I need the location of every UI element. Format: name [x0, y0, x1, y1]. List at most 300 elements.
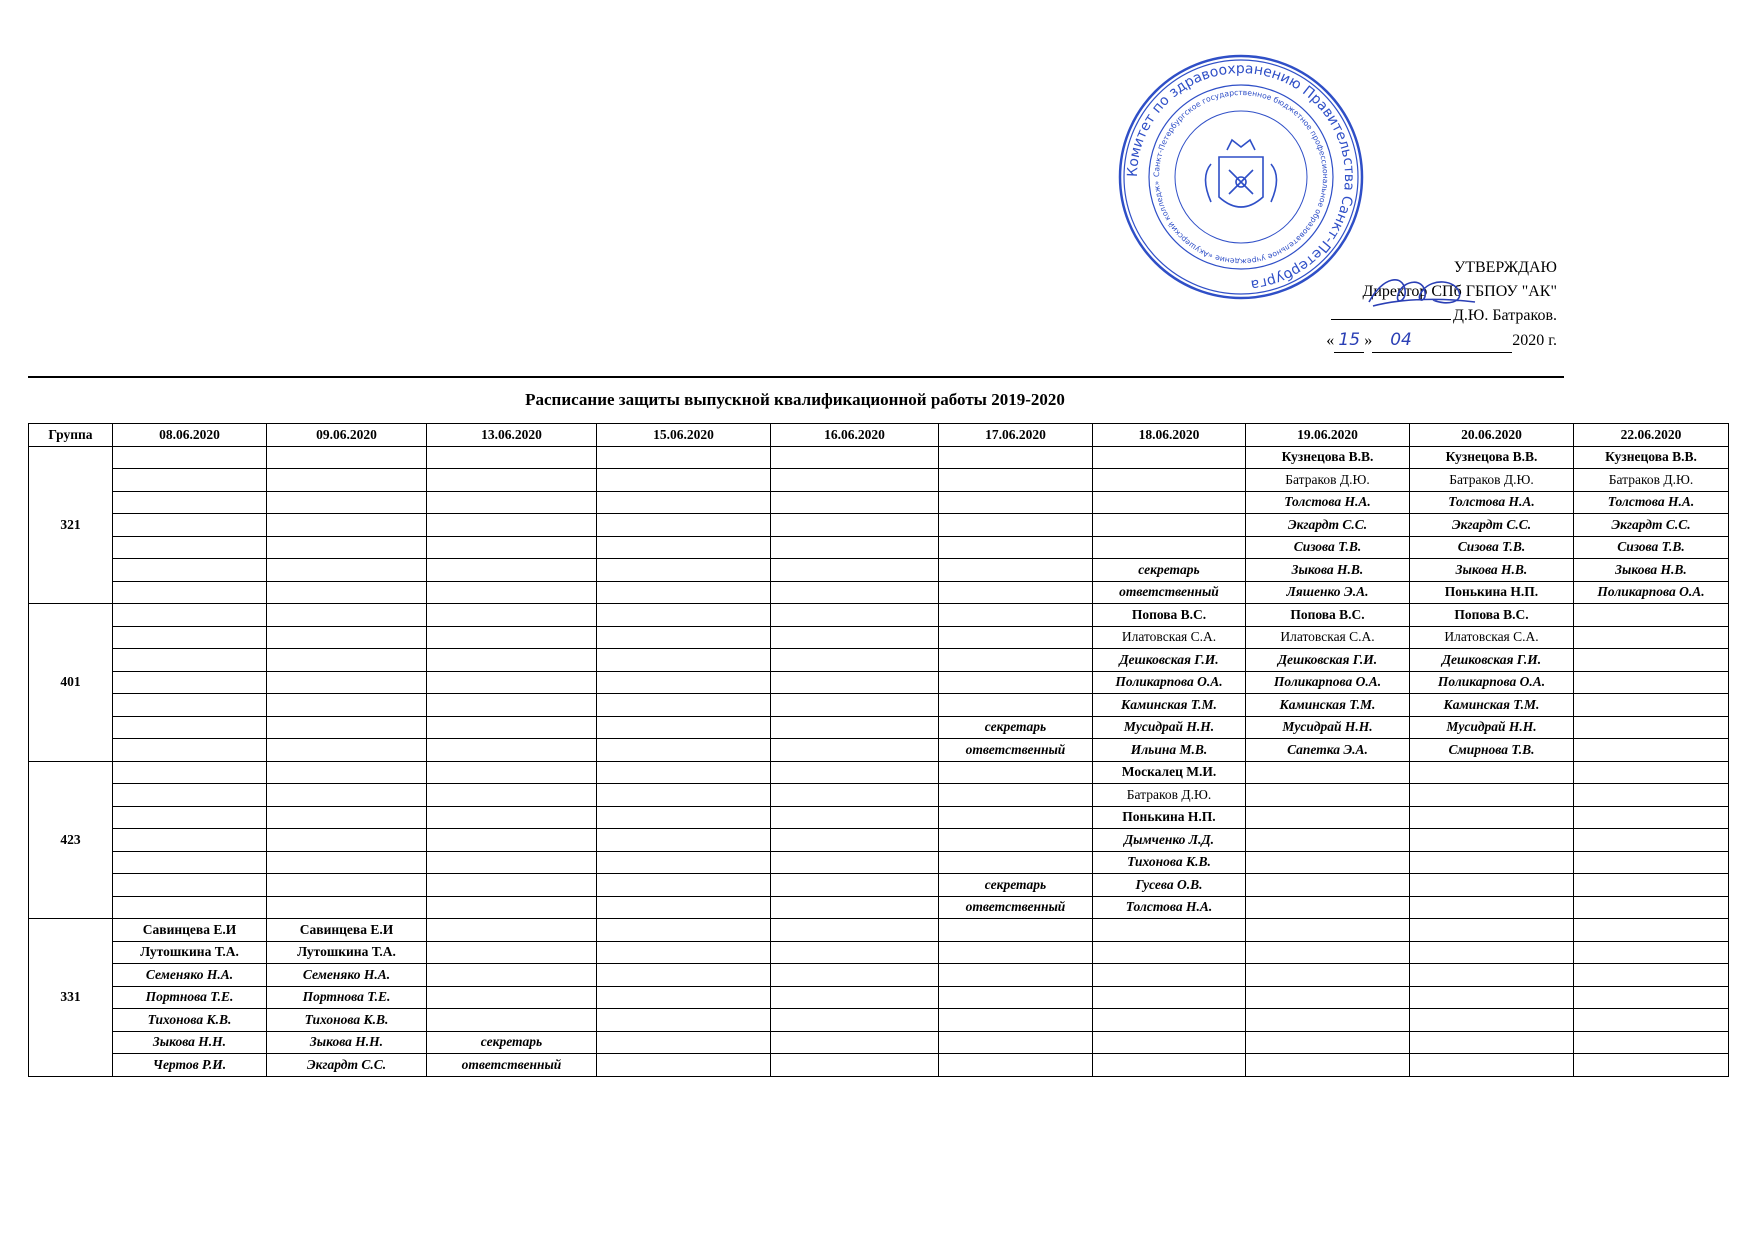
table-row	[29, 1009, 1729, 1032]
schedule-cell	[771, 1054, 939, 1077]
schedule-cell	[771, 716, 939, 739]
schedule-cell	[597, 626, 771, 649]
schedule-cell	[771, 806, 939, 829]
schedule-cell	[939, 1031, 1093, 1054]
schedule-cell	[771, 941, 939, 964]
schedule-cell	[939, 581, 1093, 604]
schedule-cell	[113, 806, 267, 829]
schedule-cell: Батраков Д.Ю.	[1574, 469, 1729, 492]
schedule-cell	[939, 761, 1093, 784]
schedule-cell	[427, 694, 597, 717]
schedule-cell	[771, 1031, 939, 1054]
schedule-cell	[267, 559, 427, 582]
schedule-cell	[267, 806, 427, 829]
schedule-cell	[267, 739, 427, 762]
table-row	[29, 626, 1729, 649]
schedule-cell	[939, 829, 1093, 852]
schedule-cell	[1574, 829, 1729, 852]
schedule-cell: Толстова Н.А.	[1093, 896, 1246, 919]
schedule-cell	[1093, 491, 1246, 514]
schedule-cell	[427, 1009, 597, 1032]
schedule-cell: Дешковская Г.И.	[1246, 649, 1410, 672]
table-row	[29, 761, 1729, 784]
schedule-cell	[597, 671, 771, 694]
schedule-cell	[939, 604, 1093, 627]
table-row	[29, 604, 1729, 627]
stamp-inner-text: Санкт-Петербургское государственное бюджетное профессиональное образовательное учреждение «Акушерский колледж»	[1151, 87, 1331, 267]
schedule-cell	[113, 559, 267, 582]
date-day: 15	[1334, 328, 1364, 353]
schedule-cell	[771, 896, 939, 919]
schedule-cell: Толстова Н.А.	[1410, 491, 1574, 514]
schedule-cell	[939, 671, 1093, 694]
table-row	[29, 964, 1729, 987]
schedule-cell: Дымченко Л.Д.	[1093, 829, 1246, 852]
schedule-cell	[113, 829, 267, 852]
schedule-cell	[1410, 874, 1574, 897]
schedule-cell	[1574, 761, 1729, 784]
schedule-cell	[1246, 1031, 1410, 1054]
schedule-cell: Сапетка Э.А.	[1246, 739, 1410, 762]
schedule-cell	[597, 716, 771, 739]
schedule-cell	[597, 604, 771, 627]
schedule-cell	[1093, 469, 1246, 492]
schedule-cell	[771, 536, 939, 559]
schedule-cell	[597, 896, 771, 919]
schedule-cell	[771, 761, 939, 784]
schedule-cell	[939, 851, 1093, 874]
schedule-cell	[267, 604, 427, 627]
schedule-cell: Илатовская С.А.	[1093, 626, 1246, 649]
schedule-cell	[597, 829, 771, 852]
schedule-cell: Понькина Н.П.	[1410, 581, 1574, 604]
schedule-cell	[267, 626, 427, 649]
table-row	[29, 851, 1729, 874]
schedule-cell: Каминская Т.М.	[1410, 694, 1574, 717]
table-row	[29, 1054, 1729, 1077]
schedule-cell	[113, 671, 267, 694]
schedule-cell	[939, 469, 1093, 492]
schedule-cell	[1246, 784, 1410, 807]
schedule-cell	[597, 559, 771, 582]
schedule-cell	[939, 986, 1093, 1009]
schedule-cell	[427, 986, 597, 1009]
schedule-cell	[113, 739, 267, 762]
schedule-cell: Батраков Д.Ю.	[1093, 784, 1246, 807]
schedule-cell: Зыкова Н.В.	[1410, 559, 1574, 582]
schedule-cell	[113, 649, 267, 672]
schedule-cell: секретарь	[939, 716, 1093, 739]
schedule-table	[28, 423, 1729, 1077]
schedule-cell	[427, 469, 597, 492]
schedule-cell: Сизова Т.В.	[1246, 536, 1410, 559]
schedule-cell	[1246, 896, 1410, 919]
schedule-cell	[939, 919, 1093, 942]
schedule-cell	[113, 514, 267, 537]
schedule-cell: Лутошкина Т.А.	[113, 941, 267, 964]
schedule-cell: Кузнецова В.В.	[1574, 446, 1729, 469]
schedule-cell	[771, 739, 939, 762]
table-row	[29, 671, 1729, 694]
schedule-cell	[113, 581, 267, 604]
schedule-cell	[597, 986, 771, 1009]
schedule-cell	[939, 1009, 1093, 1032]
schedule-cell	[597, 784, 771, 807]
schedule-cell: Экгардт С.С.	[1574, 514, 1729, 537]
approval-date	[1326, 328, 1557, 353]
table-row	[29, 446, 1729, 469]
column-header-date: 19.06.2020	[1246, 424, 1410, 447]
schedule-cell	[1574, 896, 1729, 919]
schedule-cell: Савинцева Е.И	[267, 919, 427, 942]
schedule-cell	[771, 649, 939, 672]
schedule-cell	[597, 806, 771, 829]
schedule-cell: ответственный	[1093, 581, 1246, 604]
schedule-cell	[1574, 874, 1729, 897]
schedule-cell	[939, 784, 1093, 807]
schedule-cell	[427, 941, 597, 964]
schedule-cell: Тихонова К.В.	[1093, 851, 1246, 874]
schedule-cell	[1246, 1009, 1410, 1032]
schedule-cell	[113, 784, 267, 807]
table-row	[29, 874, 1729, 897]
table-row	[29, 536, 1729, 559]
schedule-cell: Тихонова К.В.	[113, 1009, 267, 1032]
schedule-cell	[597, 491, 771, 514]
schedule-cell	[427, 874, 597, 897]
table-row	[29, 491, 1729, 514]
table-row	[29, 559, 1729, 582]
schedule-cell	[1246, 806, 1410, 829]
schedule-cell	[597, 1054, 771, 1077]
schedule-cell: Тихонова К.В.	[267, 1009, 427, 1032]
schedule-cell: Батраков Д.Ю.	[1410, 469, 1574, 492]
schedule-cell	[1574, 919, 1729, 942]
schedule-cell	[427, 671, 597, 694]
schedule-cell	[1093, 1031, 1246, 1054]
schedule-cell	[113, 536, 267, 559]
schedule-cell: Портнова Т.Е.	[267, 986, 427, 1009]
schedule-cell	[771, 1009, 939, 1032]
table-header-row	[29, 424, 1729, 447]
schedule-cell: секретарь	[427, 1031, 597, 1054]
schedule-cell: Экгардт С.С.	[267, 1054, 427, 1077]
table-row	[29, 896, 1729, 919]
schedule-cell	[1574, 784, 1729, 807]
schedule-cell	[427, 649, 597, 672]
schedule-cell: Ляшенко Э.А.	[1246, 581, 1410, 604]
schedule-cell	[1574, 604, 1729, 627]
schedule-cell	[771, 964, 939, 987]
schedule-cell	[771, 874, 939, 897]
schedule-cell	[597, 649, 771, 672]
table-row	[29, 581, 1729, 604]
schedule-cell	[939, 1054, 1093, 1077]
schedule-cell	[1410, 761, 1574, 784]
table-row	[29, 829, 1729, 852]
schedule-cell	[1410, 1031, 1574, 1054]
schedule-cell	[1093, 919, 1246, 942]
schedule-cell	[597, 874, 771, 897]
schedule-cell: Кузнецова В.В.	[1246, 446, 1410, 469]
table-row	[29, 739, 1729, 762]
schedule-cell	[1574, 806, 1729, 829]
schedule-cell	[771, 469, 939, 492]
schedule-cell	[1246, 986, 1410, 1009]
schedule-cell	[113, 469, 267, 492]
schedule-cell: Зыкова Н.Н.	[267, 1031, 427, 1054]
schedule-cell	[1093, 446, 1246, 469]
schedule-cell	[597, 536, 771, 559]
schedule-cell: Мусидрай Н.Н.	[1410, 716, 1574, 739]
schedule-cell	[427, 604, 597, 627]
schedule-cell	[427, 536, 597, 559]
schedule-cell	[1574, 986, 1729, 1009]
schedule-cell	[771, 829, 939, 852]
schedule-cell: Смирнова Т.В.	[1410, 739, 1574, 762]
coat-of-arms-icon	[1206, 140, 1277, 207]
schedule-cell	[113, 874, 267, 897]
schedule-cell	[267, 716, 427, 739]
table-row	[29, 806, 1729, 829]
schedule-cell	[267, 491, 427, 514]
schedule-cell	[1574, 964, 1729, 987]
schedule-cell	[113, 446, 267, 469]
schedule-cell	[427, 626, 597, 649]
schedule-cell	[1410, 784, 1574, 807]
schedule-cell	[113, 626, 267, 649]
schedule-cell	[771, 919, 939, 942]
schedule-cell	[1410, 851, 1574, 874]
schedule-cell: секретарь	[1093, 559, 1246, 582]
date-month: 04	[1372, 328, 1512, 353]
schedule-cell	[427, 851, 597, 874]
schedule-cell: Поликарпова О.А.	[1410, 671, 1574, 694]
schedule-cell	[1410, 919, 1574, 942]
schedule-cell	[427, 784, 597, 807]
group-cell: 423	[29, 761, 113, 919]
schedule-cell: Ильина М.В.	[1093, 739, 1246, 762]
schedule-cell: Илатовская С.А.	[1410, 626, 1574, 649]
schedule-cell	[1574, 1031, 1729, 1054]
schedule-cell	[267, 784, 427, 807]
schedule-cell	[427, 806, 597, 829]
schedule-cell: Экгардт С.С.	[1246, 514, 1410, 537]
schedule-cell	[1093, 941, 1246, 964]
schedule-cell	[427, 964, 597, 987]
schedule-cell	[1574, 626, 1729, 649]
column-header-date: 15.06.2020	[597, 424, 771, 447]
schedule-cell	[267, 761, 427, 784]
schedule-cell	[1246, 941, 1410, 964]
column-header-date: 18.06.2020	[1093, 424, 1246, 447]
schedule-cell: Понькина Н.П.	[1093, 806, 1246, 829]
schedule-cell: Поликарпова О.А.	[1246, 671, 1410, 694]
schedule-cell	[597, 1031, 771, 1054]
table-row	[29, 716, 1729, 739]
schedule-cell	[113, 896, 267, 919]
schedule-cell	[1093, 1054, 1246, 1077]
schedule-cell	[113, 491, 267, 514]
schedule-cell	[1246, 829, 1410, 852]
header-divider	[28, 376, 1564, 378]
table-row	[29, 986, 1729, 1009]
schedule-cell: Чертов Р.И.	[113, 1054, 267, 1077]
signature-underline	[1331, 319, 1451, 320]
schedule-cell	[771, 491, 939, 514]
schedule-cell	[427, 896, 597, 919]
schedule-cell	[1574, 1009, 1729, 1032]
schedule-cell: Поликарпова О.А.	[1093, 671, 1246, 694]
schedule-cell	[939, 626, 1093, 649]
schedule-cell	[427, 514, 597, 537]
date-open-quote: «	[1326, 332, 1335, 349]
schedule-cell	[1574, 739, 1729, 762]
schedule-cell	[771, 559, 939, 582]
schedule-cell	[597, 514, 771, 537]
schedule-cell	[427, 919, 597, 942]
schedule-cell	[267, 649, 427, 672]
schedule-cell	[113, 716, 267, 739]
schedule-cell: Семеняко Н.А.	[267, 964, 427, 987]
schedule-cell	[427, 761, 597, 784]
schedule-cell	[597, 694, 771, 717]
handwritten-signature-icon	[1363, 272, 1481, 314]
schedule-cell	[1410, 986, 1574, 1009]
schedule-cell	[597, 446, 771, 469]
schedule-cell: Сизова Т.В.	[1410, 536, 1574, 559]
schedule-cell: Дешковская Г.И.	[1093, 649, 1246, 672]
schedule-cell	[597, 469, 771, 492]
schedule-cell	[267, 671, 427, 694]
table-row	[29, 649, 1729, 672]
schedule-cell	[1246, 874, 1410, 897]
table-row	[29, 941, 1729, 964]
schedule-cell	[1093, 514, 1246, 537]
schedule-cell	[427, 491, 597, 514]
schedule-cell	[267, 694, 427, 717]
approval-heading: УТВЕРЖДАЮ	[1453, 259, 1557, 276]
schedule-cell: Зыкова Н.Н.	[113, 1031, 267, 1054]
schedule-cell	[113, 694, 267, 717]
column-header-date: 08.06.2020	[113, 424, 267, 447]
schedule-cell: Толстова Н.А.	[1574, 491, 1729, 514]
schedule-cell	[1574, 941, 1729, 964]
schedule-cell	[1093, 964, 1246, 987]
schedule-cell: Кузнецова В.В.	[1410, 446, 1574, 469]
table-row	[29, 919, 1729, 942]
schedule-cell	[267, 874, 427, 897]
table-row	[29, 784, 1729, 807]
schedule-cell: Зыкова Н.В.	[1574, 559, 1729, 582]
schedule-cell	[1410, 964, 1574, 987]
schedule-cell	[267, 851, 427, 874]
schedule-cell	[1574, 1054, 1729, 1077]
schedule-cell	[427, 739, 597, 762]
schedule-cell	[771, 671, 939, 694]
schedule-cell	[1246, 1054, 1410, 1077]
schedule-cell: секретарь	[939, 874, 1093, 897]
schedule-cell	[113, 761, 267, 784]
schedule-cell: Батраков Д.Ю.	[1246, 469, 1410, 492]
group-cell: 401	[29, 604, 113, 762]
schedule-cell	[597, 739, 771, 762]
column-header-date: 20.06.2020	[1410, 424, 1574, 447]
schedule-cell	[267, 829, 427, 852]
schedule-cell	[267, 581, 427, 604]
schedule-cell	[771, 986, 939, 1009]
schedule-cell: Савинцева Е.И	[113, 919, 267, 942]
schedule-cell	[939, 964, 1093, 987]
schedule-cell	[267, 536, 427, 559]
schedule-cell	[427, 446, 597, 469]
schedule-cell	[1093, 986, 1246, 1009]
schedule-cell: ответственный	[427, 1054, 597, 1077]
schedule-cell	[1574, 716, 1729, 739]
schedule-cell	[1574, 649, 1729, 672]
schedule-cell: Толстова Н.А.	[1246, 491, 1410, 514]
schedule-cell	[1574, 694, 1729, 717]
schedule-cell	[267, 446, 427, 469]
schedule-cell	[427, 716, 597, 739]
schedule-cell	[1410, 1054, 1574, 1077]
schedule-cell	[771, 514, 939, 537]
schedule-cell: Дешковская Г.И.	[1410, 649, 1574, 672]
schedule-cell: Попова В.С.	[1093, 604, 1246, 627]
schedule-cell: Попова В.С.	[1410, 604, 1574, 627]
column-header-date: 09.06.2020	[267, 424, 427, 447]
column-header-group: Группа	[29, 424, 113, 447]
group-cell: 331	[29, 919, 113, 1077]
schedule-cell: Сизова Т.В.	[1574, 536, 1729, 559]
schedule-cell: Зыкова Н.В.	[1246, 559, 1410, 582]
schedule-cell: Попова В.С.	[1246, 604, 1410, 627]
column-header-date: 22.06.2020	[1574, 424, 1729, 447]
schedule-cell: Семеняко Н.А.	[113, 964, 267, 987]
schedule-cell	[427, 581, 597, 604]
schedule-cell: Каминская Т.М.	[1246, 694, 1410, 717]
schedule-cell	[427, 559, 597, 582]
schedule-cell: Лутошкина Т.А.	[267, 941, 427, 964]
schedule-cell	[597, 964, 771, 987]
schedule-cell	[113, 604, 267, 627]
column-header-date: 16.06.2020	[771, 424, 939, 447]
schedule-cell	[939, 559, 1093, 582]
schedule-cell: Мусидрай Н.Н.	[1246, 716, 1410, 739]
schedule-cell	[1574, 851, 1729, 874]
schedule-cell	[1093, 536, 1246, 559]
page-title: Расписание защиты выпускной квалификационной работы 2019-2020	[525, 390, 1065, 409]
schedule-cell	[267, 469, 427, 492]
schedule-cell	[771, 446, 939, 469]
group-cell: 321	[29, 446, 113, 604]
schedule-cell	[597, 581, 771, 604]
table-row	[29, 469, 1729, 492]
schedule-cell	[771, 604, 939, 627]
schedule-cell	[597, 761, 771, 784]
schedule-cell	[597, 941, 771, 964]
schedule-cell	[939, 806, 1093, 829]
schedule-cell	[1410, 829, 1574, 852]
approval-position: Директор СПб ГБПОУ "АК"	[1362, 283, 1557, 300]
schedule-cell: Мусидрай Н.Н.	[1093, 716, 1246, 739]
schedule-cell	[939, 649, 1093, 672]
table-row	[29, 694, 1729, 717]
schedule-cell: Поликарпова О.А.	[1574, 581, 1729, 604]
schedule-cell	[1093, 1009, 1246, 1032]
schedule-cell	[267, 896, 427, 919]
schedule-cell	[1574, 671, 1729, 694]
